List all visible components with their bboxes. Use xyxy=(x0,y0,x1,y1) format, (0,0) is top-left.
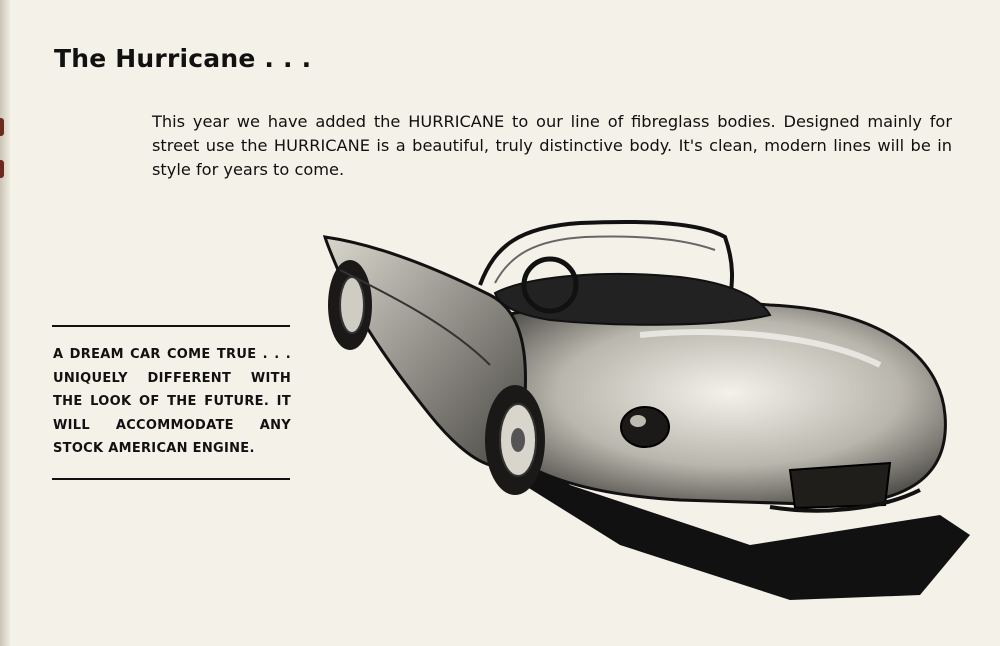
car-illustration xyxy=(320,215,980,615)
rear-wheel xyxy=(485,385,545,495)
callout-text: A DREAM CAR COME TRUE . . . UNIQUELY DIFFERENT WITH THE LOOK OF THE FUTURE. IT WILL ACCOMMODATE ANY STOCK AMERICAN ENGINE. xyxy=(53,347,291,456)
callout-rule-bottom xyxy=(52,478,290,480)
license-plate xyxy=(790,463,890,508)
page-binding-edge xyxy=(0,0,10,646)
binding-hole xyxy=(0,160,4,178)
intro-paragraph: This year we have added the HURRICANE to our line of fibreglass bodies. Designed mainly for street use the HURRICANE is a beautiful, truly distinctive body. It's clean, modern lines will be in style for years to come. xyxy=(152,112,952,179)
binding-hole xyxy=(0,118,4,136)
car-cockpit xyxy=(495,274,770,325)
tail-light xyxy=(621,407,669,447)
page-title: The Hurricane . . . xyxy=(54,44,312,73)
callout-rule-top xyxy=(52,325,290,327)
front-wheel xyxy=(328,260,372,350)
